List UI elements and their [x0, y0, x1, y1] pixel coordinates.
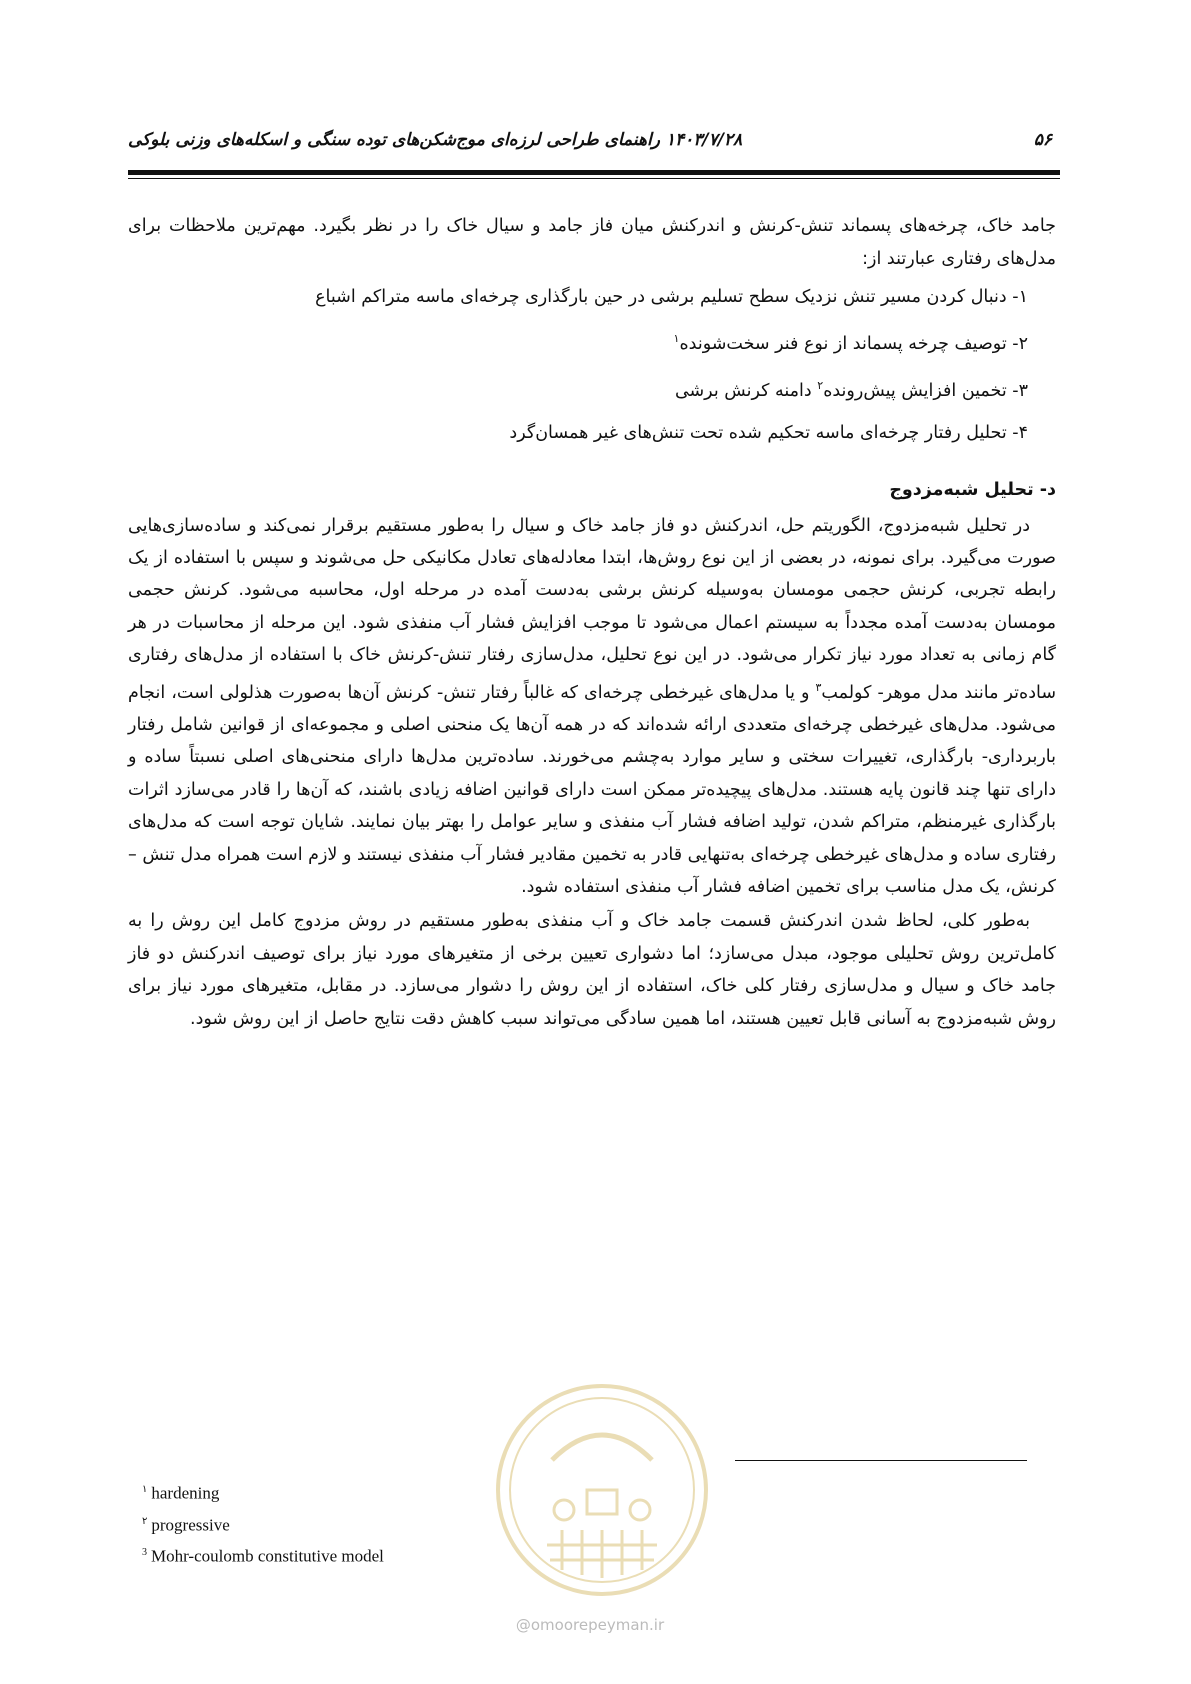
section-heading: د- تحلیل شبه‌مزدوج: [889, 479, 1056, 500]
footnotes: [142, 1476, 384, 1571]
footnote-ref: ۳: [815, 680, 822, 694]
list-item: ۲- توصیف چرخه پسماند از نوع فنر سخت‌شونده$^۱$: [673, 332, 1028, 354]
paragraph-1: در تحلیل شبه‌مزدوج، الگوریتم حل، اندرکنش دو فاز جامد خاک و سیال را به‌طور مستقیم برقرار نمی‌کند و ساده‌سازی‌هایی صورت می‌گیرد. برای نمونه، در بعضی از این نوع روش‌ها، ابتدا معادله‌های تعادل مکانیکی حل می‌شوند و سپس با استفاده از یک رابطه تجربی، کرنش حجمی مومسان به‌وسیله کرنش برشی به‌دست آمده در مرحله اول، محاسبه می‌شود. کرنش حجمی مومسان به‌دست آمده مجدداً به سیستم اعمال می‌شود تا موجب افزایش فشار آب منفذی شود. این مرحله از محاسبات در هر گام زمانی به تعداد مورد نیاز تکرار می‌شود. در این نوع تحلیل، مدل‌سازی رفتار تنش-کرنش خاک با استفاده از مدل‌های رفتاری ساده‌تر مانند مدل موهر- کولمب$^۳$ و یا مدل‌های غیرخطی چرخه‌ای که غالباً رفتار تنش- کرنش آن‌ها به‌صورت هذلولی است، انجام می‌شود. مدل‌های غیرخطی چرخه‌ای متعددی ارائه شده‌اند که در همه آن‌ها یک منحنی اصلی و مجموعه‌ای از قوانین شامل رفتار باربرداری- بارگذاری، تغییرات سختی و سایر موارد به‌چشم می‌خورند. ساده‌ترین مدل‌ها دارای منحنی‌های اصلی نسبتاً ساده و دارای تنها چند قانون پایه هستند. مدل‌های پیچیده‌تر ممکن است دارای قوانین اضافه زیادی باشند، که آن‌ها را قادر می‌سازد اثرات بارگذاری غیرمنظم، متراکم شدن، تولید اضافه فشار آب منفذی و سایر عوامل را بهتر بیان نمایند. شایان توجه است که مدل‌های رفتاری ساده و مدل‌های غیرخطی چرخه‌ای به‌تنهایی قادر به تخمین مقادیر فشار آب منفذی نیستند و لازم است همراه مدل تنش – کرنش، یک مدل مناسب برای تخمین اضافه فشار آب منفذی استفاده شود.: [128, 515, 1056, 897]
considerations-list: [128, 276, 1056, 454]
watermark-seal-icon: [492, 1380, 712, 1600]
footnote: $^۱$ hardening: [142, 1483, 220, 1503]
footnote-ref: ۲: [817, 378, 824, 392]
header-rule-thick: [128, 170, 1060, 175]
intro-paragraph: جامد خاک، چرخه‌های پسماند تنش-کرنش و اندرکنش میان فاز جامد و سیال خاک را در نظر بگیرد. مهم‌ترین ملاحظات برای مدل‌های رفتاری عبارتند از:: [128, 216, 1056, 269]
page-header: [128, 128, 1060, 168]
footnote: $^۲$ progressive: [142, 1515, 230, 1535]
list-item: ۱- دنبال کردن مسیر تنش نزدیک سطح تسلیم برشی در حین بارگذاری چرخه‌ای ماسه متراکم اشباع: [315, 287, 1028, 307]
list-item: ۴- تحلیل رفتار چرخه‌ای ماسه تحکیم شده تحت تنش‌های غیر همسان‌گرد: [509, 422, 1028, 443]
footnote: $^3$ Mohr-coulomb constitutive model: [142, 1546, 384, 1566]
header-title: ۱۴۰۳/۷/۲۸ راهنمای طراحی لرزه‌ای موج‌شکن‌های توده سنگی و اسکله‌های وزنی بلوکی: [128, 130, 743, 150]
list-item: ۳- تخمین افزایش پیش‌رونده$^۲$ دامنه کرنش برشی: [674, 378, 1028, 401]
body-text: [128, 210, 1056, 1035]
header-rule-thin: [128, 178, 1060, 179]
watermark-site: @omoorepeyman.ir: [515, 1616, 665, 1634]
footnote-separator: [735, 1460, 1027, 1461]
footnote-ref: ۱: [673, 332, 680, 345]
paragraph-2: به‌طور کلی، لحاظ شدن اندرکنش قسمت جامد خاک و آب منفذی به‌طور مستقیم در روش مزدوج کامل این روش را به کامل‌ترین روش تحلیلی موجود، مبدل می‌سازد؛ اما دشواری تعیین برخی از متغیرهای مورد نیاز برای توصیف اندرکنش دو فاز جامد خاک و سیال و مدل‌سازی رفتار کلی خاک، استفاده از این روش را دشوار می‌سازد. در مقابل، متغیرهای مورد نیاز برای روش شبه‌مزدوج به آسانی قابل تعیین هستند، اما همین سادگی می‌تواند سبب کاهش دقت نتایج حاصل از این روش شود.: [128, 911, 1056, 1029]
page-number: ۵۶: [1033, 130, 1052, 150]
